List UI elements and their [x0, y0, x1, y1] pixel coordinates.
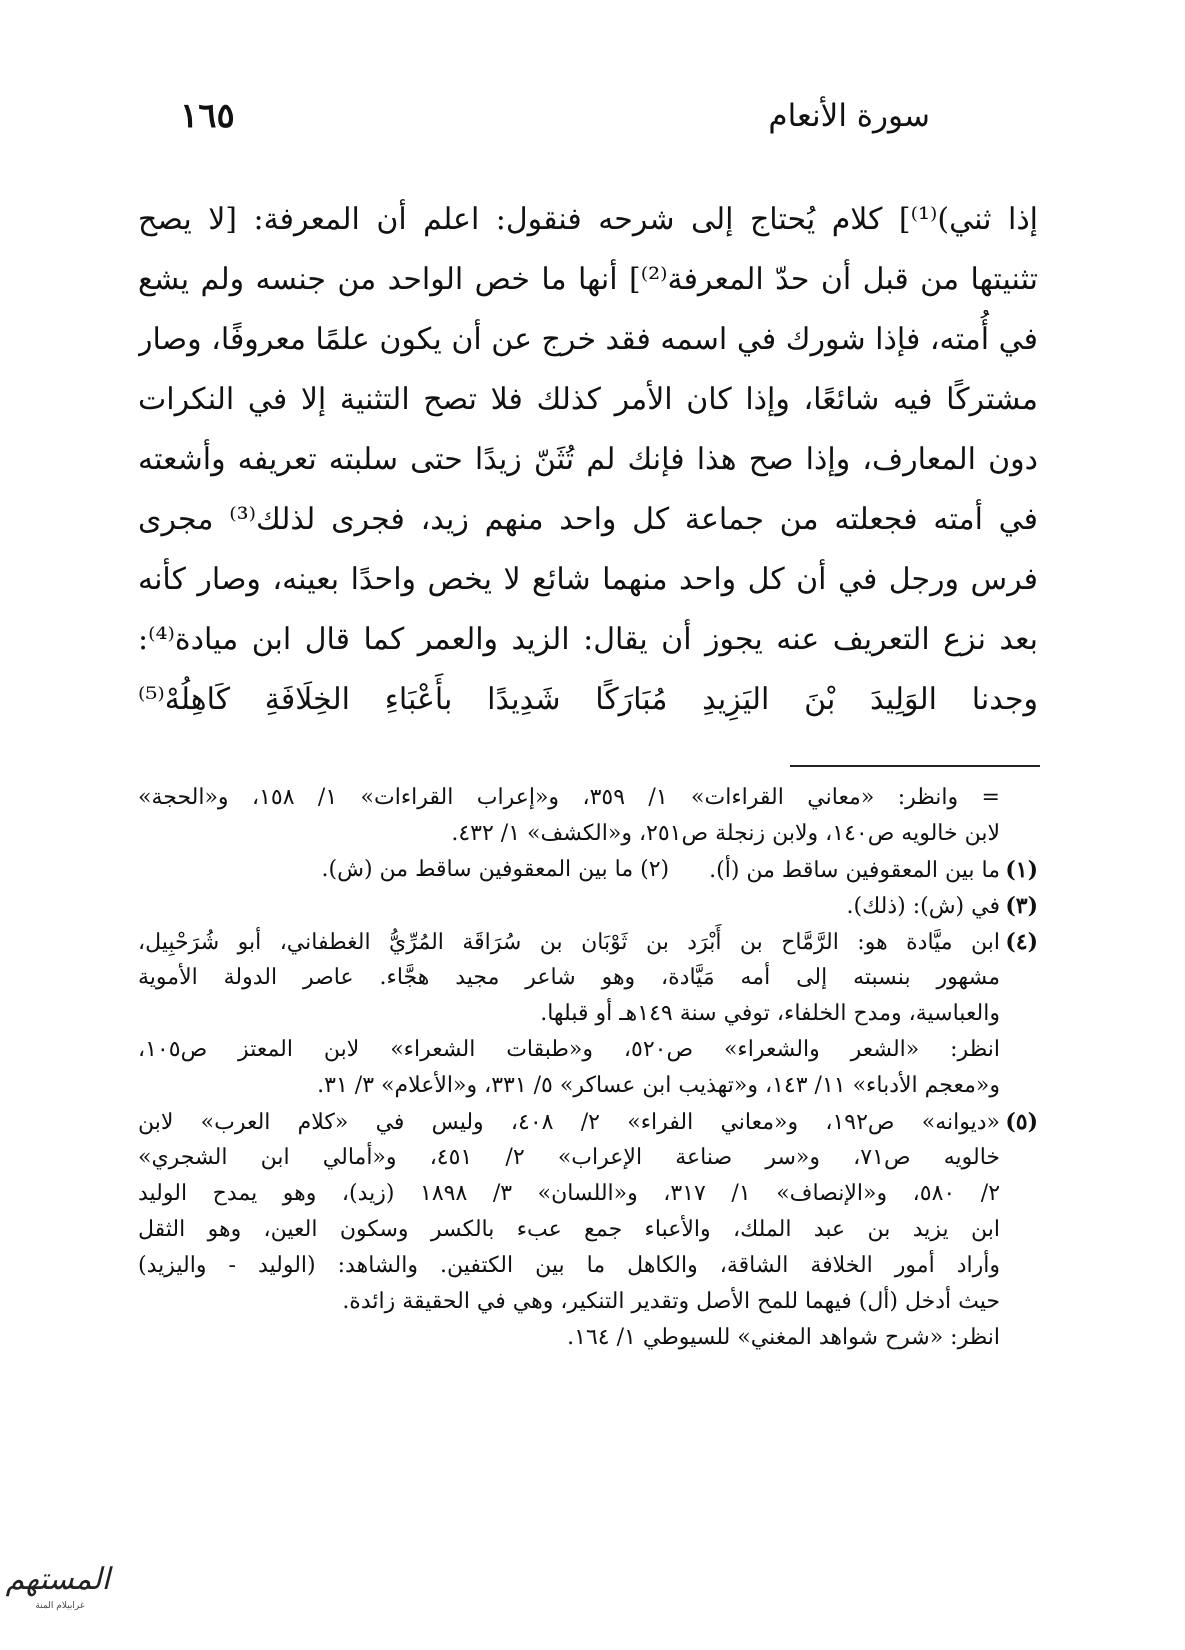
- footnote-number: (٣): [1005, 893, 1038, 919]
- footnote-line: حيث أدخل (أل) فيهما للمح الأصل وتقدير التنكير، وهي في الحقيقة زائدة.: [342, 1289, 1000, 1314]
- footnote-text: ما بين المعقوفين ساقط من (ش).: [321, 857, 634, 882]
- footnote-line: خالويه ص٧١، و«سر صناعة الإعراب» ٢/ ٤٥١، و«أمالي ابن الشجري»: [138, 1145, 1000, 1170]
- footnote-row-1-2: [138, 852, 1038, 888]
- footnote-line: مشهور بنسبته إلى أمه مَيَّادة، وهو شاعر مجيد هجَّاء. عاصر الدولة الأموية: [138, 965, 1000, 990]
- footnotes: [138, 780, 1038, 1356]
- footnote-continuation-line: = وانظر: «معاني القراءات» ١/ ٣٥٩، و«إعراب القراءات» ١/ ١٥٨، و«الحجة»: [138, 785, 1000, 810]
- footnote-separator: [790, 765, 1040, 767]
- footnote-line: والعباسية، ومدح الخلفاء، توفي سنة ١٤٩هـ أو قبلها.: [540, 1001, 1000, 1026]
- logo-subtext: غرابيلام المنة: [35, 1601, 85, 1611]
- footnote-3: [138, 888, 1038, 924]
- footnote-5-first-line: [138, 1104, 1038, 1140]
- footnote-text: ابن ميَّادة هو: الرَّمَّاح بن أَبْرَد بن ثَوْبَان بن سُرَاقَة المُرِّيُّ الغطفاني، أبو شُرَحْبِيل،: [138, 930, 1000, 955]
- text-line: دون المعارف، وإذا صح هذا فإنك لم تُثَنّ زيدًا حتى سلبته تعريفه وأشعته: [138, 442, 1038, 477]
- text-line: في أُمته، فإذا شورك في اسمه فقد خرج عن أن يكون علمًا معروفًا، وصار: [138, 322, 1038, 357]
- footnote-line: و«معجم الأدباء» ١١/ ١٤٣، و«تهذيب ابن عساكر» ٥/ ٣٣١، و«الأعلام» ٣/ ٣١.: [317, 1073, 1000, 1098]
- text-line: مشتركًا فيه شائعًا، وإذا كان الأمر كذلك فلا تصح التثنية إلا في النكرات: [138, 382, 1038, 417]
- poetry-verse: وجدنا الوَلِيدَ بْنَ اليَزِيدِ مُبَارَكًا شَدِيدًا بأَعْبَاءِ الخِلَافَةِ كَاهِلُهْ⁽⁵⁾: [138, 682, 1038, 717]
- footnote-line: ابن يزيد بن عبد الملك، والأعباء جمع عبء بالكسر وسكون العين، وهو الثقل: [138, 1217, 1000, 1242]
- surah-title: سورة الأنعام: [768, 98, 930, 134]
- text-line: بعد نزع التعريف عنه يجوز أن يقال: الزيد والعمر كما قال ابن ميادة⁽⁴⁾:: [138, 622, 1038, 657]
- logo-text: المستهم: [5, 1562, 110, 1597]
- footnote-line: انظر: «شرح شواهد المغني» للسيوطي ١/ ١٦٤.: [567, 1325, 1000, 1350]
- text-line: في أمته فجعلته من جماعة كل واحد منهم زيد، فجرى لذلك⁽³⁾ مجرى: [138, 502, 1038, 537]
- main-text: [138, 190, 1038, 730]
- footnote-line: انظر: «الشعر والشعراء» ص٥٢٠، و«طبقات الشعراء» لابن المعتز ص١٠٥،: [138, 1037, 1000, 1062]
- page-header: [180, 96, 930, 146]
- footnote-number: (١): [1005, 857, 1038, 883]
- footnote-text: في (ش): (ذلك).: [846, 894, 1000, 919]
- publisher-logo: [5, 1560, 110, 1630]
- footnote-number: (٤): [1005, 929, 1038, 955]
- footnote-text: ما بين المعقوفين ساقط من (أ).: [709, 858, 1000, 883]
- footnote-line: وأراد أمور الخلافة الشاقة، والكاهل ما بين الكتفين. والشاهد: (الوليد - واليزيد): [138, 1253, 1000, 1278]
- page-number: ١٦٥: [180, 96, 235, 136]
- text-line: تثنيتها من قبل أن حدّ المعرفة⁽²⁾] أنها ما خص الواحد من جنسه ولم يشع: [138, 262, 1038, 297]
- footnote-number: (٢): [640, 857, 670, 882]
- footnote-text: «ديوانه» ص١٩٢، و«معاني الفراء» ٢/ ٤٠٨، وليس في «كلام العرب» لابن: [138, 1110, 1000, 1135]
- footnote-line: ٢/ ٥٨٠، و«الإنصاف» ١/ ٣١٧، و«اللسان» ٣/ ١٨٩٨ (زيد)، وهو يمدح الوليد: [138, 1181, 1001, 1206]
- footnote-4-first-line: [138, 924, 1038, 960]
- text-line: إذا ثني)⁽¹⁾] كلام يُحتاج إلى شرحه فنقول: اعلم أن المعرفة: [لا يصح: [138, 202, 1038, 237]
- footnote-continuation-line: لابن خالويه ص١٤٠، ولابن زنجلة ص٢٥١، و«الكشف» ١/ ٤٣٢.: [451, 821, 1000, 846]
- text-line: فرس ورجل في أن كل واحد منهما شائع لا يخص واحدًا بعينه، وصار كأنه: [138, 562, 1038, 597]
- footnote-number: (٥): [1005, 1109, 1038, 1135]
